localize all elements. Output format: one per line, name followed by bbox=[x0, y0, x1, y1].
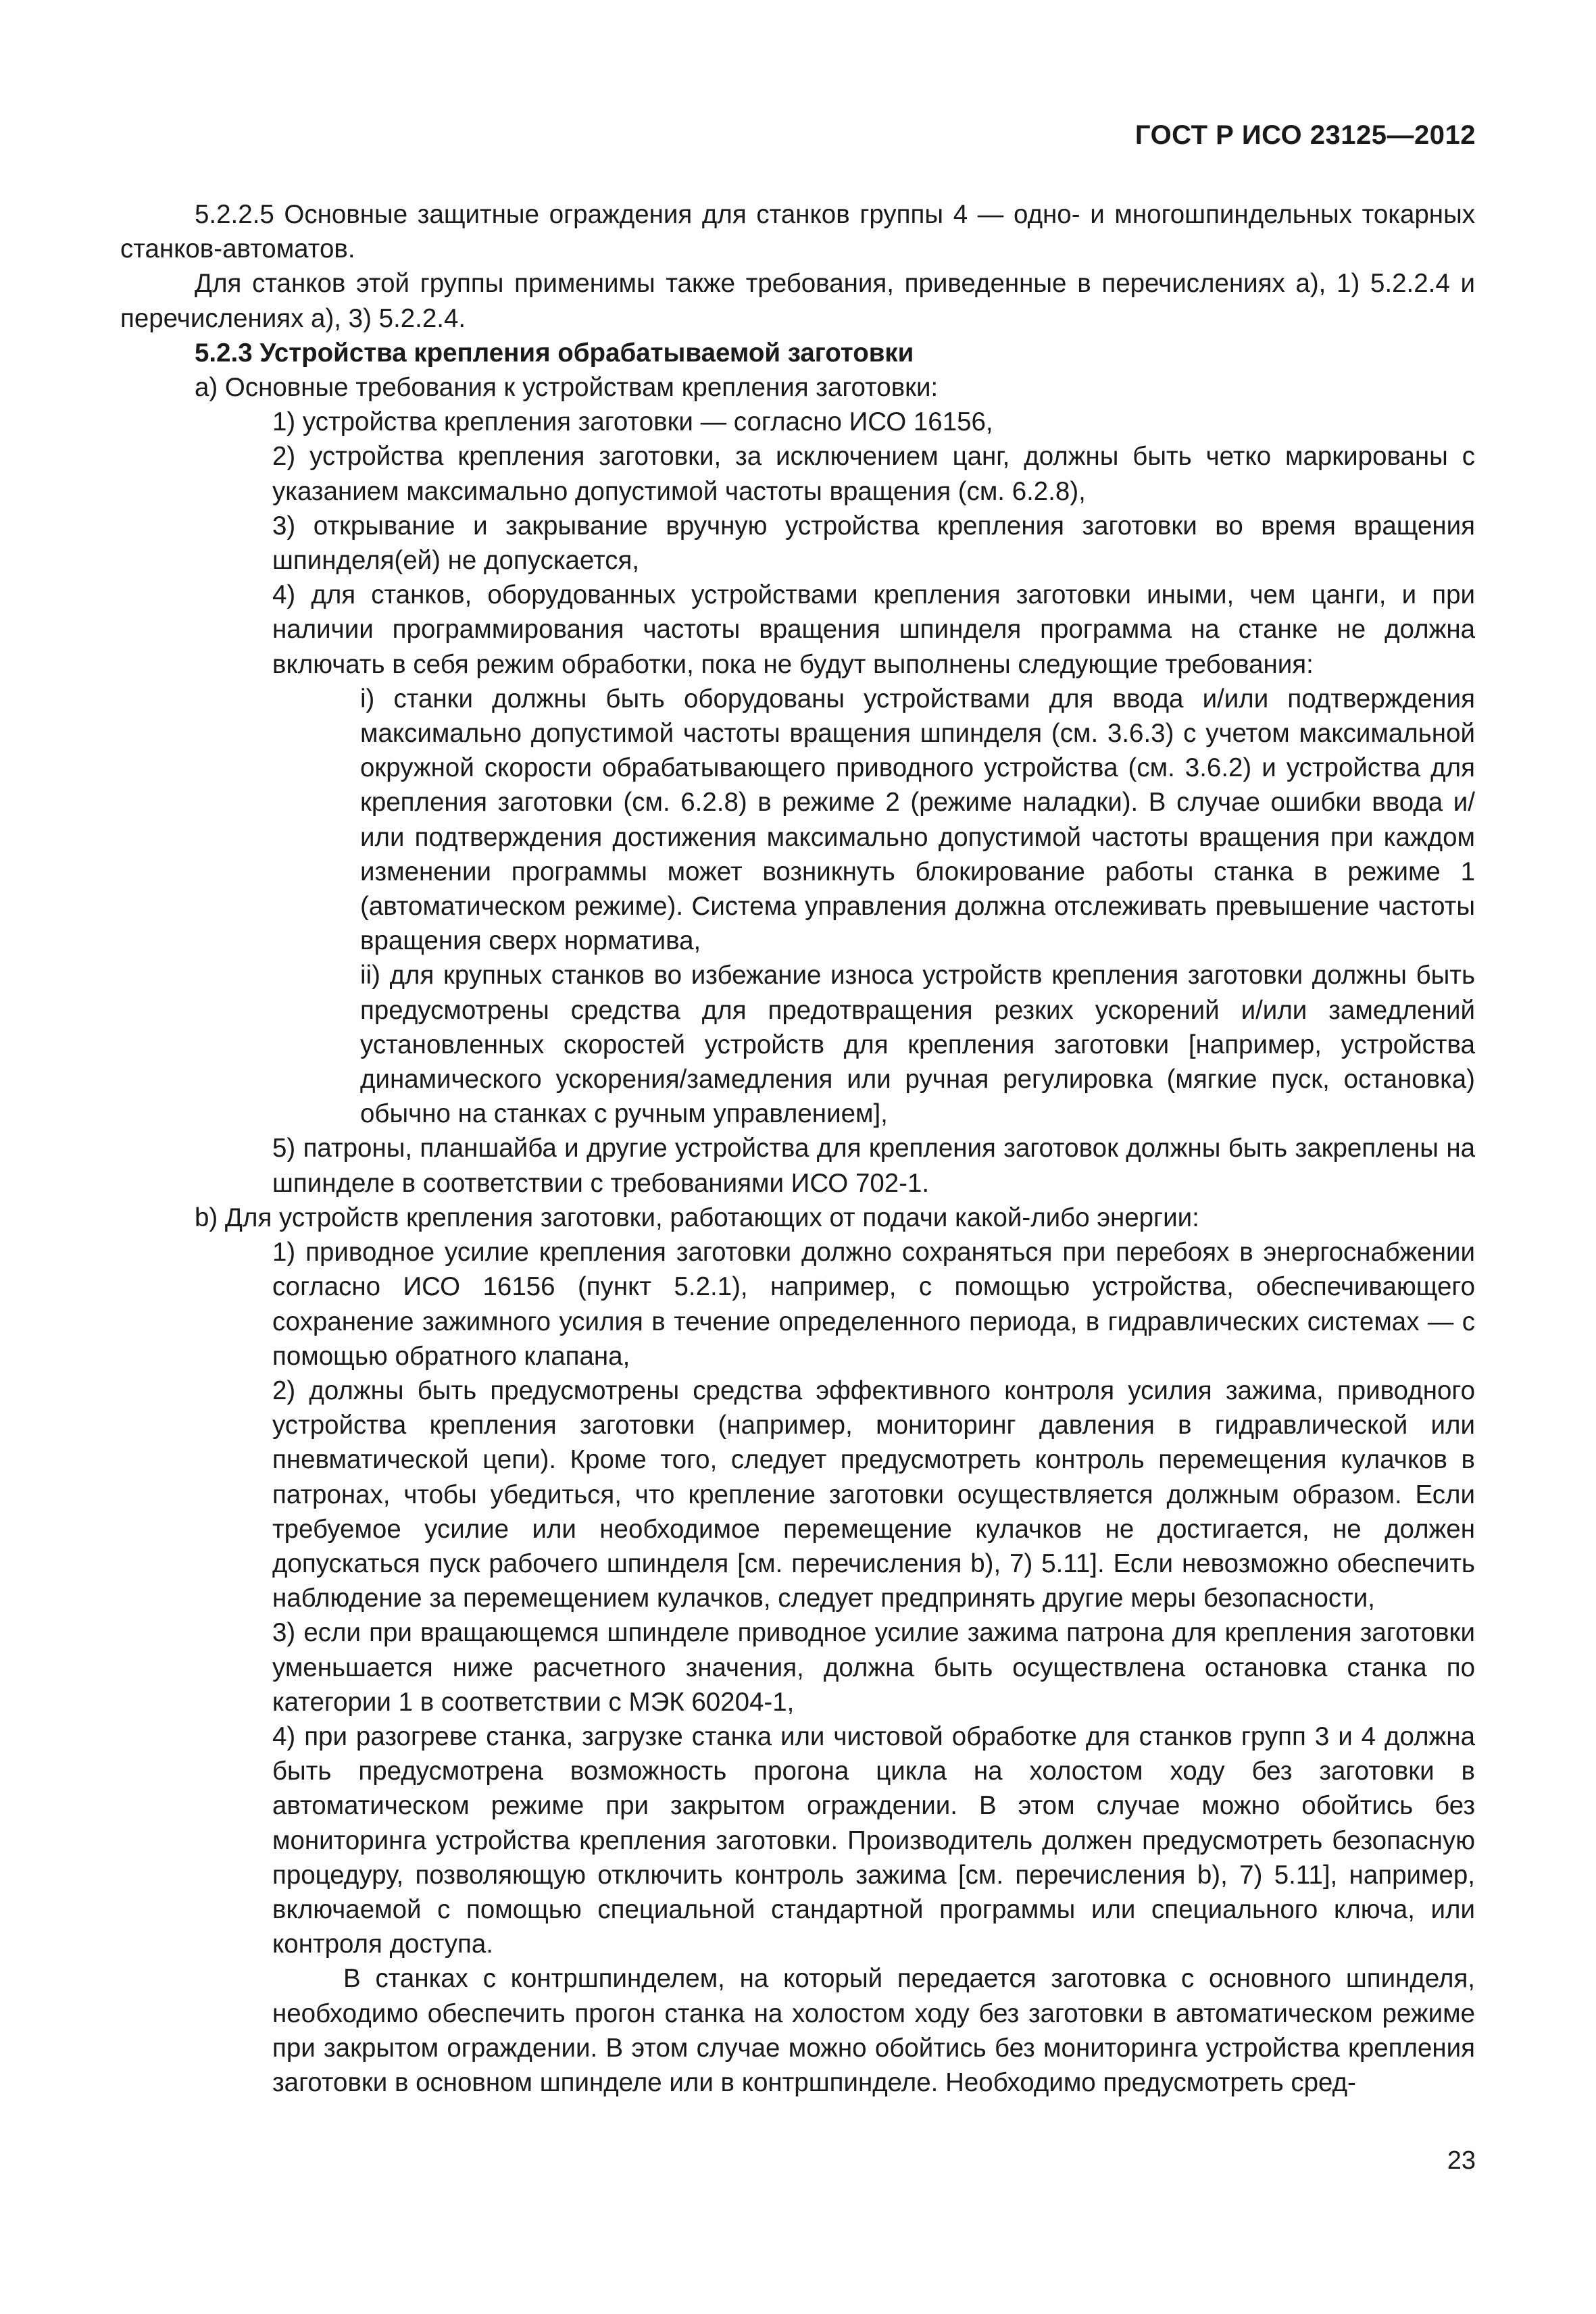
paragraph-counter-spindle: В станках с контршпинделем, на который передается заготовка с основного шпинделя, необходимо обеспечить прогон станка на холостом ходу без заготовки в автоматическом режиме при закрытом ограждении. В этом случае можно обойтись без мониторинга устройства крепления заготовки в основном шпинделе или в контршпинделе. Необходимо предусмотреть сред- bbox=[272, 1964, 1475, 2097]
list-item-a-2: 2) устройства крепления заготовки, за исключением цанг, должны быть четко маркированы с указанием максимально допустимой частоты вращения (см. 6.2.8), bbox=[272, 442, 1475, 506]
list-item-a-3: 3) открывание и закрывание вручную устройства крепления заготовки во время вращения шпинделя(ей) не допускается, bbox=[272, 511, 1475, 576]
document-header-title: ГОСТ Р ИСО 23125—2012 bbox=[1134, 120, 1476, 150]
list-item-b-3: 3) если при вращающемся шпинделе приводное усилие зажима патрона для крепления заготовки уменьшается ниже расчетного значения, должна быть осуществлена остановка станка по категории 1 в соответствии с МЭК 60204-1, bbox=[272, 1618, 1475, 1717]
page-number: 23 bbox=[1447, 2146, 1476, 2175]
list-item-a-4-ii: ii) для крупных станков во избежание износа устройств крепления заготовки должны быть предусмотрены средства для предотвращения резких ускорений и/или замедлений установленных скоростей устройств для крепления заготовки [например, устройства динамического ускорения/замедления или ручная регулировка (мягкие пуск, остановка) обычно на станках с ручным управлением], bbox=[360, 961, 1475, 1129]
document-body bbox=[120, 197, 1475, 2100]
paragraph-group-requirements: Для станков этой группы применимы также требования, приведенные в перечислениях а), 1) 5.2.2.4 и перечислениях а), 3) 5.2.2.4. bbox=[120, 269, 1475, 333]
paragraph-5-2-2-5: 5.2.2.5 Основные защитные ограждения для станков группы 4 — одно- и многошпиндельных токарных станков-автоматов. bbox=[120, 200, 1475, 264]
list-item-b-2: 2) должны быть предусмотрены средства эффективного контроля усилия зажима, приводного устройства крепления заготовки (например, мониторинг давления в гидравлической или пневматической цепи). Кроме того, следует предусмотреть контроль перемещения кулачков в патронах, чтобы убедиться, что крепление заготовки осуществляется должным образом. Если требуемое усилие или необходимое перемещение кулачков не достигается, не должен допускаться пуск рабочего шпинделя [см. перечисления b), 7) 5.11]. Если невозможно обеспечить наблюдение за перемещением кулачков, следует предпринять другие меры безопасности, bbox=[272, 1376, 1475, 1613]
section-heading-5-2-3: 5.2.3 Устройства крепления обрабатываемой заготовки bbox=[195, 338, 914, 368]
list-item-a-5: 5) патроны, планшайба и другие устройства для крепления заготовок должны быть закреплены на шпинделе в соответствии с требованиями ИСО 702-1. bbox=[272, 1134, 1475, 1198]
list-item-b-4: 4) при разогреве станка, загрузке станка или чистовой обработке для станков групп 3 и 4 должна быть предусмотрена возможность прогона цикла на холостом ходу без заготовки в автоматическом режиме при закрытом ограждении. В этом случае можно обойтись без мониторинга устройства крепления заготовки. Производитель должен предусмотреть безопасную процедуру, позволяющую отключить контроль зажима [см. перечисления b), 7) 5.11], например, включаемой с помощью специальной стандартной программы или специального ключа, или контроля доступа. bbox=[272, 1721, 1475, 1959]
list-item-b: b) Для устройств крепления заготовки, работающих от подачи какой-либо энергии: bbox=[195, 1203, 1199, 1232]
list-item-a-4: 4) для станков, оборудованных устройствами крепления заготовки иными, чем цанги, и при наличии программирования частоты вращения шпинделя программа на станке не должна включать в себя режим обработки, пока не будут выполнены следующие требования: bbox=[272, 580, 1475, 679]
list-item-a-1: 1) устройства крепления заготовки — согласно ИСО 16156, bbox=[272, 407, 993, 437]
list-item-a: а) Основные требования к устройствам крепления заготовки: bbox=[195, 373, 939, 403]
list-item-a-4-i: i) станки должны быть оборудованы устройствами для ввода и/или подтверждения максимально допустимой частоты вращения шпинделя (см. 3.6.3) с учетом максимальной окружной скорости обрабатывающего приводного устройства (см. 3.6.2) и устройства для крепления заготовки (см. 6.2.8) в режиме 2 (режиме наладки). В случае ошибки ввода и/или подтверждения достижения максимально допустимой частоты вращения при каждом изменении программы может возникнуть блокирование работы станка в режиме 1 (автоматическом режиме). Система управления должна отслеживать превышение частоты вращения сверх норматива, bbox=[360, 684, 1475, 956]
list-item-b-1: 1) приводное усилие крепления заготовки должно сохраняться при перебоях в энергоснабжении согласно ИСО 16156 (пункт 5.2.1), например, с помощью устройства, обеспечивающего сохранение зажимного усилия в течение определенного периода, в гидравлических системах — с помощью обратного клапана, bbox=[272, 1238, 1475, 1371]
